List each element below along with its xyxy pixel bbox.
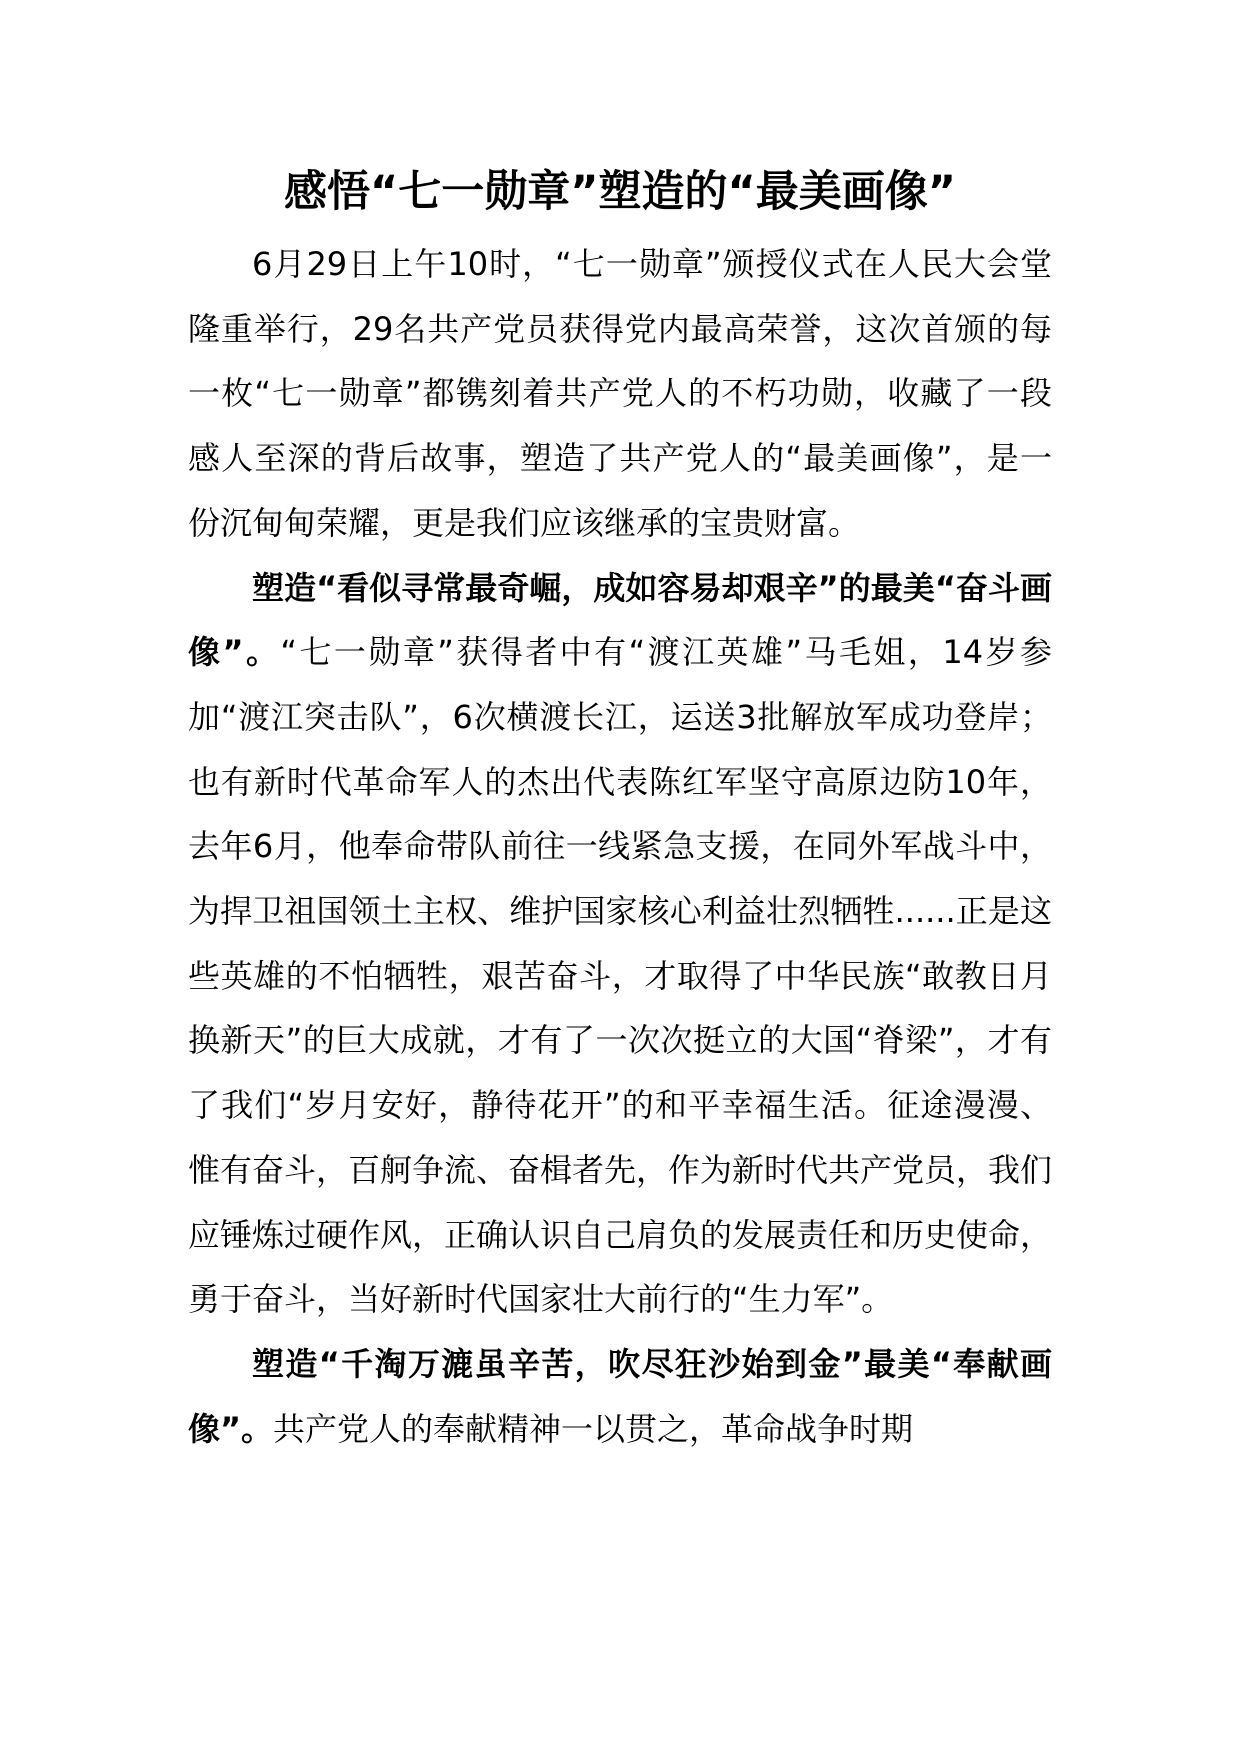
document-body [188,232,1052,1461]
paragraph-lead: 塑造“千淘万漉虽辛苦，吹尽狂沙始到金”最美“奉献画像”。 [188,1344,1052,1448]
paragraph-text: “七一勋章”获得者中有“渡江英雄”马毛姐，14岁参加“渡江突击队”，6次横渡长江，运送3批解放军成功登岸；也有新时代革命军人的杰出代表陈红军坚守高原边防10年，去年6月，他奉命带队前往一线紧急支援，在同外军战斗中，为捍卫祖国领土主权、维护国家核心利益壮烈牺牲......正是这些英雄的不怕牺牲，艰苦奋斗，才取得了中华民族“敢教日月换新天”的巨大成就，才有了一次次挺立的大国“脊梁”，才有了我们“岁月安好，静待花开”的和平幸福生活。征途漫漫、惟有奋斗，百舸争流、奋楫者先，作为新时代共产党员，我们应锤炼过硬作风，正确认识自己肩负的发展责任和历史使命，勇于奋斗，当好新时代国家壮大前行的“生力军”。 [188,633,1053,1319]
paragraph-intro [188,232,1052,556]
document-title: 感悟“七一勋章”塑造的“最美画像” [283,167,957,217]
paragraph-text: 共产党人的奉献精神一以贯之，革命战争时期 [273,1409,914,1448]
paragraph-struggle [188,556,1052,1332]
paragraph-lead: 塑造“看似寻常最奇崛，成如容易却艰辛”的最美“奋斗画像”。 [188,568,1052,672]
paragraph-text: 6月29日上午10时，“七一勋章”颁授仪式在人民大会堂隆重举行，29名共产党员获得党内最高荣誉，这次首颁的每一枚“七一勋章”都镌刻着共产党人的不朽功勋，收藏了一段感人至深的背后故事，塑造了共产党人的“最美画像”，是一份沉甸甸荣耀，更是我们应该继承的宝贵财富。 [188,245,1052,542]
paragraph-dedication [188,1332,1052,1461]
